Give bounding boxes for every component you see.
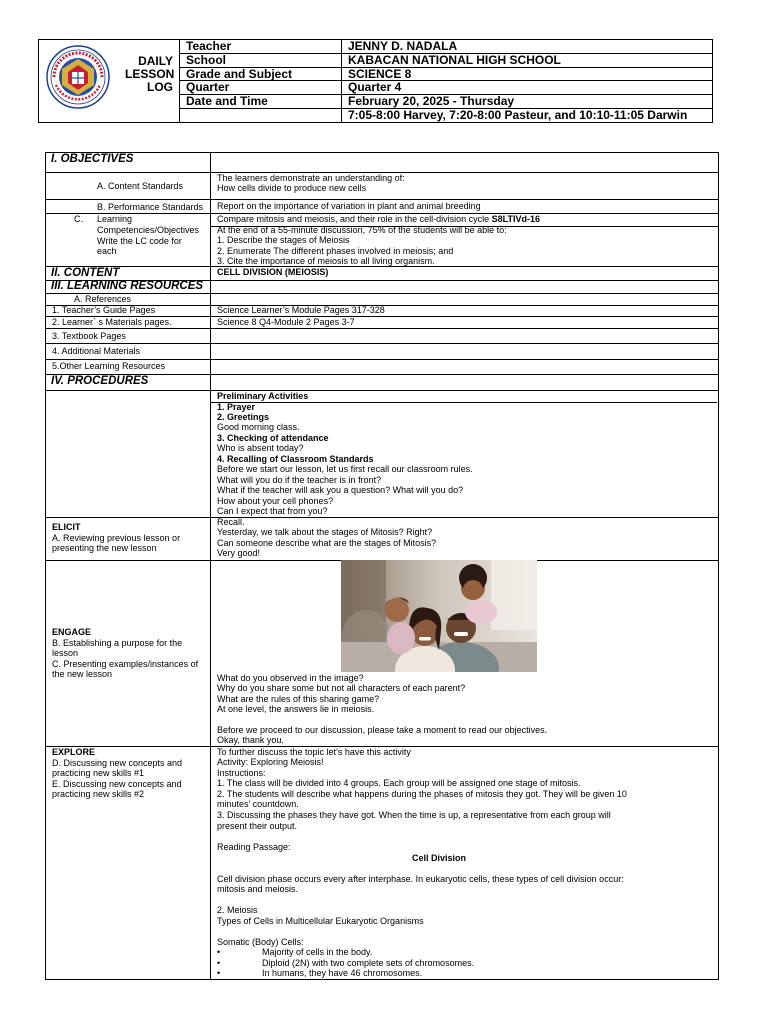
explore-line-2: Activity: Exploring Meiosis! xyxy=(217,757,324,767)
objective-3: 3. Cite the importance of meiosis to all living organism. xyxy=(217,256,435,266)
quarter-label: Quarter xyxy=(186,80,230,94)
engage-label-4: the new lesson xyxy=(52,669,113,679)
competencies-value xyxy=(217,214,540,224)
objectives-heading: I. OBJECTIVES xyxy=(51,153,134,165)
prelim-line-11: Can I expect that from you? xyxy=(217,506,328,516)
lm-pages-value: Science 8 Q4-Module 2 Pages 3-7 xyxy=(217,317,355,327)
bullet-3-text: In humans, they have 46 chromosomes. xyxy=(262,968,423,978)
elicit-line-2: Yesterday, we talk about the stages of Mitosis? Right? xyxy=(217,527,433,537)
tg-pages-value: Science Learner’s Module Pages 317-328 xyxy=(217,305,385,315)
prelim-line-9: What if the teacher will ask you a question? What will you do? xyxy=(217,485,464,495)
competency-code: S8LTIVd-16 xyxy=(491,214,540,224)
prelim-line-7: Before we start our lesson, let us first recall our classroom rules. xyxy=(217,464,473,474)
elicit-line-4: Very good! xyxy=(217,548,261,558)
engage-line-1: What do you observed in the image? xyxy=(217,673,364,683)
prelim-line-6: 4. Recalling of Classroom Standards xyxy=(217,454,374,464)
engage-line-4: At one level, the answers lie in meiosis. xyxy=(217,704,375,714)
passage-line-4: 2. Meiosis xyxy=(217,905,258,915)
objective-1: 1. Describe the stages of Meiosis xyxy=(217,235,350,245)
dll-title-line-3: LOG xyxy=(147,80,173,94)
competencies-label-2: Competencies/Objectives xyxy=(97,225,200,235)
deped-seal-logo xyxy=(46,45,110,109)
bullet-1-text: Majority of cells in the body. xyxy=(262,947,373,957)
school-label: School xyxy=(186,53,227,67)
content-value: CELL DIVISION (MEIOSIS) xyxy=(217,267,329,277)
performance-standards-value: Report on the importance of variation in plant and animal breeding xyxy=(217,201,481,211)
elicit-title: ELICIT xyxy=(52,522,81,532)
content-standards-label: A. Content Standards xyxy=(97,181,184,191)
engage-label-2: lesson xyxy=(52,648,79,658)
reading-passage-label: Reading Passage: xyxy=(217,842,291,852)
competencies-label-4: each xyxy=(97,246,117,256)
competencies-letter: C. xyxy=(74,214,83,224)
content-heading: II. CONTENT xyxy=(51,267,120,279)
bullet-2-text: Diploid (2N) with two complete sets of chromosomes. xyxy=(262,958,475,968)
prelim-line-8: What will you do if the teacher is in front? xyxy=(217,475,382,485)
teacher-label: Teacher xyxy=(186,39,232,53)
lm-pages-label: 2. Learner` s Materials pages. xyxy=(52,317,172,327)
prelim-line-5: Who is absent today? xyxy=(217,443,304,453)
explore-line-8: present their output. xyxy=(217,821,298,831)
teacher-value: JENNY D. NADALA xyxy=(348,39,458,53)
explore-label-4: practicing new skills #2 xyxy=(52,789,145,799)
bullet-1-mark: • xyxy=(217,947,221,957)
schedule-value: 7:05-8:00 Harvey, 7:20-8:00 Pasteur, and 10:10-11:05 Darwin xyxy=(348,108,688,122)
engage-title: ENGAGE xyxy=(52,627,92,637)
passage-line-7: Somatic (Body) Cells: xyxy=(217,937,304,947)
passage-line-1: Cell division phase occurs every after interphase. In eukaryotic cells, these types of cell division occur: xyxy=(217,874,624,884)
prelim-line-2: 2. Greetings xyxy=(217,412,270,422)
procedures-heading: IV. PROCEDURES xyxy=(51,375,149,387)
explore-line-1: To further discuss the topic let’s have this activity xyxy=(217,747,411,757)
engage-label-1: B. Establishing a purpose for the xyxy=(52,638,183,648)
elicit-label-2: presenting the new lesson xyxy=(52,543,157,553)
prelim-line-1: 1. Prayer xyxy=(217,402,256,412)
elicit-label-1: A. Reviewing previous lesson or xyxy=(52,533,181,543)
explore-line-3: Instructions: xyxy=(217,768,266,778)
additional-materials-label: 4. Additional Materials xyxy=(52,346,141,356)
explore-label-1: D. Discussing new concepts and xyxy=(52,758,183,768)
competencies-label-1: Learning xyxy=(97,214,133,224)
explore-line-5: 2. The students will describe what happens during the phases of mitosis they got. They will be given 10 xyxy=(217,789,627,799)
explore-label-2: practicing new skills #1 xyxy=(52,768,145,778)
explore-label-3: E. Discussing new concepts and xyxy=(52,779,182,789)
explore-line-4: 1. The class will be divided into 4 groups. Each group will be assigned one stage of mitosis. xyxy=(217,778,581,788)
passage-title: Cell Division xyxy=(412,853,467,863)
passage-line-2: mitosis and meiosis. xyxy=(217,884,299,894)
bullet-2-mark: • xyxy=(217,958,221,968)
prelim-line-3: Good morning class. xyxy=(217,422,300,432)
objective-2: 2. Enumerate The different phases involved in meiosis; and xyxy=(217,246,454,256)
grade-subject-label: Grade and Subject xyxy=(186,67,293,81)
prelim-line-4: 3. Checking of attendance xyxy=(217,433,329,443)
engage-line-3: What are the rules of this sharing game? xyxy=(217,694,380,704)
content-standards-line-2: How cells divide to produce new cells xyxy=(217,183,367,193)
prelim-line-10: How about your cell phones? xyxy=(217,496,334,506)
explore-line-6: minutes’ countdown. xyxy=(217,799,299,809)
bullet-3-mark: • xyxy=(217,968,221,978)
preliminary-title: Preliminary Activities xyxy=(217,391,309,401)
engage-line-2: Why do you share some but not all characters of each parent? xyxy=(217,683,466,693)
elicit-line-1: Recall. xyxy=(217,517,245,527)
competencies-label-3: Write the LC code for xyxy=(97,236,182,246)
resources-heading: III. LEARNING RESOURCES xyxy=(51,280,204,292)
family-photo xyxy=(341,560,537,672)
date-time-label: Date and Time xyxy=(186,94,268,108)
explore-title: EXPLORE xyxy=(52,747,96,757)
quarter-value: Quarter 4 xyxy=(348,80,402,94)
engage-line-6: Before we proceed to our discussion, please take a moment to read our objectives. xyxy=(217,725,548,735)
grade-subject-value: SCIENCE 8 xyxy=(348,67,412,81)
passage-line-5: Types of Cells in Multicellular Eukaryotic Organisms xyxy=(217,916,424,926)
engage-line-7: Okay, thank you. xyxy=(217,735,284,745)
explore-line-7: 3. Discussing the phases they have got. When the time is up, a representative from each group will xyxy=(217,810,611,820)
date-time-value: February 20, 2025 - Thursday xyxy=(348,94,515,108)
elicit-line-3: Can someone describe what are the stages of Mitosis? xyxy=(217,538,437,548)
tg-pages-label: 1. Teacher’s Guide Pages xyxy=(52,305,156,315)
references-label: A. References xyxy=(74,294,132,304)
content-standards-line-1: The learners demonstrate an understanding of: xyxy=(217,173,405,183)
objective-intro: At the end of a 55-minute discussion, 75% of the students will be able to: xyxy=(217,225,507,235)
dll-title-line-1: DAILY xyxy=(138,54,173,68)
performance-standards-label: B. Performance Standards xyxy=(97,202,204,212)
textbook-pages-label: 3. Textbook Pages xyxy=(52,331,126,341)
engage-label-3: C. Presenting examples/instances of xyxy=(52,659,199,669)
other-resources-label: 5.Other Learning Resources xyxy=(52,361,166,371)
school-value: KABACAN NATIONAL HIGH SCHOOL xyxy=(348,53,561,67)
dll-title-line-2: LESSON xyxy=(125,67,175,81)
competencies-text: Compare mitosis and meiosis, and their role in the cell-division cycle xyxy=(217,214,492,224)
